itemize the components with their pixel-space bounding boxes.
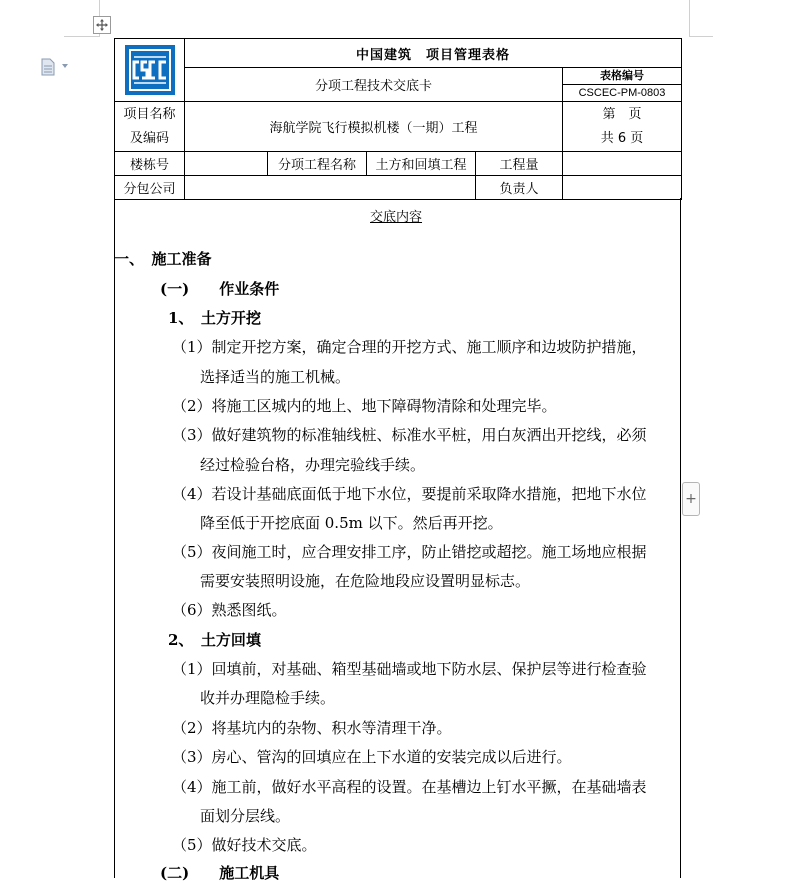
header-table bbox=[114, 38, 682, 200]
building-label: 楼栋号 bbox=[115, 152, 185, 176]
form-code-cell bbox=[563, 68, 682, 102]
margin-mark bbox=[64, 36, 100, 37]
paragraph-line: 降至低于开挖底面 0.5m 以下。然后再开挖。 bbox=[200, 514, 503, 532]
paragraph-line: （6）熟悉图纸。 bbox=[172, 601, 287, 619]
margin-mark bbox=[689, 0, 690, 36]
subcontractor-value[interactable] bbox=[185, 176, 476, 200]
paragraph-line: 收并办理隐检手续。 bbox=[200, 689, 336, 707]
paragraph-line: 需要安装照明设施，在危险地段应设置明显标志。 bbox=[200, 572, 531, 590]
chevron-down-icon[interactable] bbox=[62, 64, 68, 68]
paragraph-line: （1）制定开挖方案，确定合理的开挖方式、施工顺序和边坡防护措施， bbox=[172, 338, 647, 356]
quantity-label: 工程量 bbox=[476, 152, 563, 176]
paragraph-line: 选择适当的施工机械。 bbox=[200, 368, 351, 386]
subitem-value[interactable]: 土方和回填工程 bbox=[367, 152, 476, 176]
section-heading: (一) 作业条件 bbox=[160, 280, 280, 298]
page-number-label: 第 页 bbox=[602, 106, 642, 122]
form-code-value: CSCEC-PM-0803 bbox=[578, 87, 666, 99]
paragraph-line: 面划分层线。 bbox=[200, 807, 291, 825]
paragraph-line: （1）回填前，对基础、箱型基础墙或地下防水层、保护层等进行检查验 bbox=[172, 660, 647, 678]
table-right-border bbox=[680, 198, 681, 878]
building-value[interactable] bbox=[185, 152, 268, 176]
paragraph-line: （2）将施工区城内的地上、地下障碍物清除和处理完毕。 bbox=[172, 397, 557, 415]
section-heading: 一、 施工准备 bbox=[114, 250, 212, 268]
paragraph-line: （2）将基坑内的杂物、积水等清理干净。 bbox=[172, 719, 452, 737]
page-cell bbox=[563, 102, 682, 152]
owner-label: 负责人 bbox=[476, 176, 563, 200]
paragraph-line: （5）夜间施工时，应合理安排工序，防止错挖或超挖。施工场地应根据 bbox=[172, 543, 647, 561]
paragraph-line: （4）若设计基础底面低于地下水位，要提前采取降水措施，把地下水位 bbox=[172, 485, 647, 503]
section-heading: (二) 施工机具 bbox=[160, 864, 280, 882]
cscec-logo-icon bbox=[125, 45, 175, 95]
document-icon[interactable] bbox=[40, 58, 56, 80]
subcontractor-label: 分包公司 bbox=[115, 176, 185, 200]
table-move-handle-icon[interactable] bbox=[93, 16, 111, 34]
paragraph-line: （5）做好技术交底。 bbox=[172, 836, 317, 854]
project-name-label-line: 项目名称 bbox=[123, 106, 176, 122]
subitem-label: 分项工程名称 bbox=[268, 152, 367, 176]
table-left-border bbox=[114, 198, 115, 878]
paragraph-line: （3）房心、管沟的回填应在上下水道的安装完成以后进行。 bbox=[172, 748, 572, 766]
project-name-value: 海航学院飞行模拟机楼（一期）工程 bbox=[185, 102, 563, 152]
paragraph-line: （3）做好建筑物的标准轴线桩、标准水平桩，用白灰洒出开挖线，必须 bbox=[172, 426, 647, 444]
margin-mark bbox=[689, 36, 713, 37]
form-code-label: 表格编号 bbox=[563, 68, 681, 85]
project-name-label-line: 及编码 bbox=[129, 130, 169, 146]
content-title: 交底内容 bbox=[370, 210, 423, 225]
paragraph-line: （4）施工前，做好水平高程的设置。在基槽边上钉水平撅，在基础墙表 bbox=[172, 778, 647, 796]
section-heading: 1、 土方开挖 bbox=[168, 309, 261, 327]
quantity-value[interactable] bbox=[563, 152, 682, 176]
logo-cell bbox=[115, 39, 185, 102]
company-title: 中国建筑 项目管理表格 bbox=[185, 39, 682, 68]
form-title: 分项工程技术交底卡 bbox=[185, 68, 563, 102]
paragraph-line: 经过检验台格，办理完验线手续。 bbox=[200, 456, 426, 474]
section-heading: 2、 土方回填 bbox=[168, 631, 261, 649]
add-row-icon[interactable]: + bbox=[682, 482, 700, 516]
owner-value[interactable] bbox=[563, 176, 682, 200]
project-name-label bbox=[115, 102, 185, 152]
page-total: 共 6 页 bbox=[600, 130, 644, 146]
